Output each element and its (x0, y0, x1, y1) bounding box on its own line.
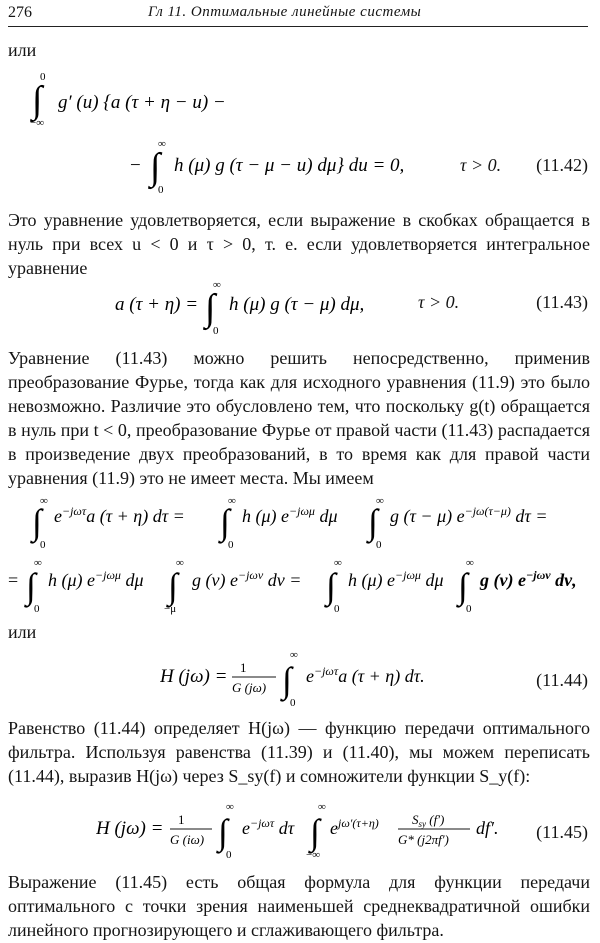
svg-text:∞: ∞ (376, 495, 384, 507)
svg-text:∫: ∫ (282, 660, 292, 700)
svg-text:∫: ∫ (32, 79, 43, 121)
svg-text:−∞: −∞ (30, 117, 45, 128)
fourier-line-1 (30, 494, 590, 550)
svg-text:∞: ∞ (158, 138, 166, 150)
fourier-line-1-svg (30, 494, 590, 550)
svg-text:∫: ∫ (32, 502, 42, 542)
svg-text:g (ν) e−jων dν,: g (ν) $e^{-j\omega\nu}$ dν, (480, 568, 577, 590)
svg-text:=: = (8, 570, 19, 590)
svg-text:∞: ∞ (40, 495, 48, 507)
eq42-number: (11.42) (536, 155, 588, 175)
svg-text:1: 1 (240, 660, 247, 675)
word-ili-2: или (8, 622, 37, 642)
paragraph-3: Равенство (11.44) определяет H(jω) — функцию передачи оптимального фильтра. Используя равенства (11.39) и (11.40), мы можем переписать (11.44), выразив H(jω) через S_sy(f) и сомножители функции S_y(f): (8, 718, 590, 786)
svg-text:0: 0 (334, 603, 340, 615)
svg-text:df′.: df′. (476, 818, 499, 838)
svg-text:0: 0 (466, 603, 472, 615)
svg-text:−μ: −μ (164, 603, 177, 615)
svg-text:e−jωτ dτ: $e^{-j\omega\tau}$ dτ (242, 816, 295, 838)
svg-text:h (μ) e−jωμ dμ: h (μ) $e^{-j\omega\mu}$ dμ (348, 568, 444, 590)
svg-text:e−jωτa (τ + η) dτ =: $e^{-j\omega\tau}a$ (τ + η) dτ = (54, 504, 185, 526)
svg-text:e−jωτa (τ + η) dτ.: $e^{-j\omega\tau}a$ (τ + η) dτ. (306, 664, 425, 686)
svg-text:∫: ∫ (458, 566, 468, 606)
svg-text:∫: ∫ (205, 287, 216, 329)
svg-text:0: 0 (34, 603, 40, 615)
svg-text:H (jω) =: H (jω) = (160, 666, 228, 687)
svg-text:∞: ∞ (290, 649, 298, 661)
running-title: Гл 11. Оптимальные линейные системы (148, 4, 422, 20)
eq42-line2-svg (130, 135, 470, 195)
svg-text:0: 0 (290, 697, 296, 708)
svg-text:Ssy (f′): $S_{sy}$ (f′) (412, 812, 445, 829)
word-ili-1: или (8, 40, 37, 60)
eq43-number: (11.43) (536, 292, 588, 312)
svg-text:h (μ) e−jωμ dμ: h (μ) $e^{-j\omega\mu}$ dμ (242, 504, 338, 526)
svg-text:g′ (u) {a (τ + η − u) −: g′ (u) {a (τ + η − u) − (58, 92, 226, 113)
svg-text:∞: ∞ (466, 557, 474, 569)
svg-text:∞: ∞ (318, 801, 326, 813)
svg-text:∞: ∞ (34, 557, 42, 569)
paragraph-4: Выражение (11.45) есть общая формула для функции передачи оптимального с точки зрения наименьшей среднеквадратичной ошибки линейного прогнозирующего и сглаживающего фильтра. (8, 872, 590, 940)
svg-text:0: 0 (40, 539, 46, 550)
eq45-body (96, 800, 516, 864)
svg-text:h (μ) e−jωμ dμ: h (μ) $e^{-j\omega\mu}$ dμ (48, 568, 144, 590)
svg-text:ejω′(τ+η): $e^{j\omega'(\tau+\eta)}$ (330, 816, 379, 838)
svg-text:g (ν) e−jων dν =: g (ν) $e^{-j\omega\nu}$ dν = (192, 568, 302, 590)
svg-text:∫: ∫ (326, 566, 336, 606)
svg-text:g (τ − μ) e−jω(τ−μ) dτ =: g (τ − μ) $e^{-j\omega(\tau-\mu)}$ dτ = (390, 504, 548, 526)
eq45-number: (11.45) (536, 822, 588, 842)
fourier-line-2 (8, 556, 592, 616)
eq43-condition: τ > 0. (418, 292, 460, 312)
svg-text:∫: ∫ (26, 566, 36, 606)
svg-text:∫: ∫ (218, 812, 228, 852)
svg-text:∞: ∞ (228, 495, 236, 507)
paragraph-1: Это уравнение удовлетворяется, если выражение в скобках обращается в нуль при всех u < 0 и τ > 0, т. е. если удовлетворяется интегральное уравнение (8, 210, 590, 278)
svg-text:H (jω) =: H (jω) = (96, 818, 164, 839)
eq43-svg (115, 278, 395, 338)
eq42-line1 (30, 68, 330, 128)
svg-text:G (iω): G (iω) (170, 832, 205, 847)
svg-text:0: 0 (40, 71, 46, 83)
eq44-svg (160, 648, 460, 708)
paragraph-2: Уравнение (11.43) можно решить непосредственно, применив преобразование Фурье, тогда как для исходного уравнения (11.9) это было невозможно. Различие это обусловлено тем, что поскольку g(t) обращается в нуль при t < 0, преобразование Фурье от правой части (11.43) распадается в произведение двух преобразований, в то время как для правой части уравнения (11.9) это не имеет места. Мы имеем (8, 348, 590, 488)
svg-text:∞: ∞ (226, 801, 234, 813)
eq44-number: (11.44) (536, 670, 588, 690)
svg-text:∫: ∫ (368, 502, 378, 542)
svg-text:∞: ∞ (213, 279, 221, 291)
svg-text:1: 1 (178, 812, 185, 827)
page-number: 276 (8, 4, 32, 21)
svg-text:∫: ∫ (220, 502, 230, 542)
svg-text:∞: ∞ (176, 557, 184, 569)
svg-text:h (μ) g (τ − μ) dμ,: h (μ) g (τ − μ) dμ, (229, 294, 365, 315)
eq44-body (160, 648, 460, 708)
svg-text:0: 0 (213, 325, 219, 337)
svg-text:0: 0 (158, 184, 164, 195)
svg-text:∫: ∫ (150, 146, 161, 188)
svg-text:∫: ∫ (168, 566, 178, 606)
svg-text:G (jω): G (jω) (232, 680, 267, 695)
svg-text:h (μ) g (τ − μ − u) dμ} du = 0: h (μ) g (τ − μ − u) dμ} du = 0, (174, 155, 405, 176)
svg-text:0: 0 (226, 849, 232, 861)
svg-text:0: 0 (376, 539, 382, 550)
svg-text:∞: ∞ (334, 557, 342, 569)
svg-text:−: − (130, 155, 141, 176)
fourier-line-2-svg (8, 556, 592, 616)
svg-text:a (τ + η) =: a (τ + η) = (115, 294, 199, 315)
svg-text:∫: ∫ (310, 812, 320, 852)
svg-text:−∞: −∞ (306, 849, 321, 861)
svg-text:G* (j2πf′): G* (j2πf′) (398, 832, 449, 847)
page-header (8, 4, 588, 27)
eq42-line1-svg (30, 68, 330, 128)
eq42-condition: τ > 0. (460, 155, 502, 175)
eq45-svg (96, 800, 516, 864)
eq42-line2 (130, 135, 470, 195)
svg-text:0: 0 (228, 539, 234, 550)
eq43-body (115, 278, 395, 338)
